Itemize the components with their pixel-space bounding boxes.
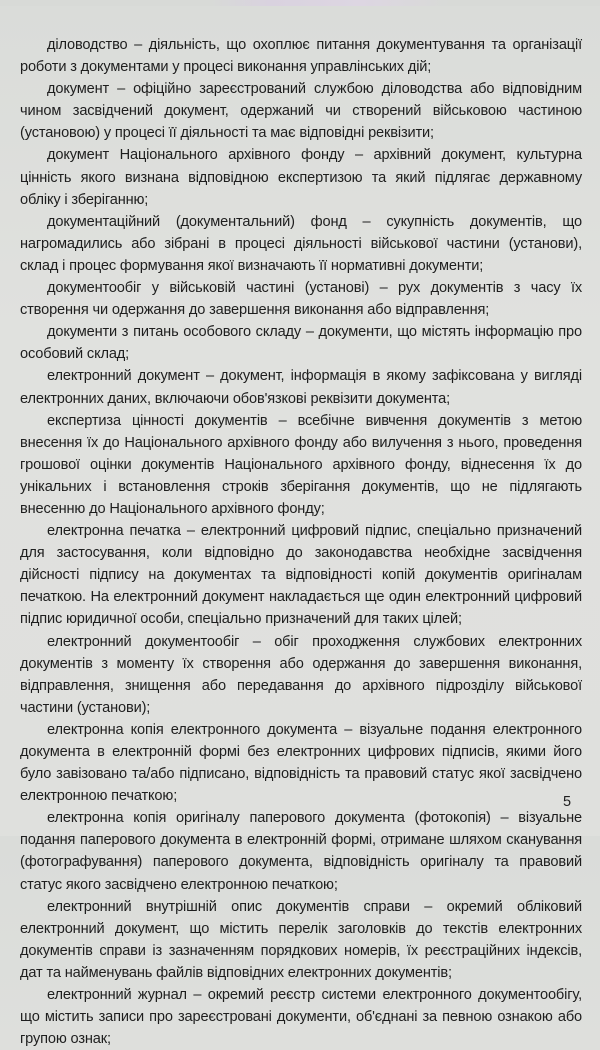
- definition-paragraph-vnutrishnii-opys: електронний внутрішній опис документів справи – окремий обліковий електронний документ, що містить перелік заголовків до текстів електронних документів справи із зазначенням порядкових номерів, їх реєстраційних індексів, дат та найменувань файлів відповідних електронних документів;: [20, 898, 582, 981]
- definition-paragraph-dokument-naf: документ Національного архівного фонду – архівний документ, культурна цінність якого визнана відповідною експертизою та який підлягає державному обліку і зберіганню;: [20, 147, 582, 208]
- page-number: 5: [563, 794, 572, 810]
- definition-paragraph-elektronna-kopiia: електронна копія електронного документа – візуальне подання електронного документа в електронній формі без електронних цифрових підписів, якими його було завізовано та/або підписано, відповідність та правовий статус якої засвідчено електронною печаткою;: [20, 721, 582, 805]
- definition-paragraph-elektronnyi-dokumentoobih: електронний документообіг – обіг проходження службових електронних документів з моменту їх створення або одержання до завершення виконання, відправлення, знищення або передавання до архівного підрозділу військової частини (установи);: [20, 633, 582, 716]
- definition-paragraph-dokument: документ – офіційно зареєстрований службою діловодства або відповідним чином засвідчений документ, одержаний чи створений військовою частиною (установою) у процесі її діяльності та має відповідні реквізити;: [20, 81, 582, 142]
- definition-paragraph-osobovyi-sklad: документи з питань особового складу – документи, що містять інформацію про особовий склад;: [20, 324, 582, 363]
- document-page-body: [20, 34, 582, 1050]
- definition-paragraph-ekspertyza: експертиза цінності документів – всебічне вивчення документів з метою внесення їх до Національного архівного фонду або вилучення з нього, проведення грошової оцінки документів Національного архівного фонду, віднесення їх до унікальних і встановлення строків зберігання документів, що не підлягають внесенню до Національного архівного фонду;: [20, 412, 582, 517]
- definition-paragraph-dokumentoobih: документообіг у військовій частині (установі) – рух документів з часу їх створення чи одержання до завершення виконання або відправлення;: [20, 280, 582, 319]
- definition-paragraph-fotokopiia: електронна копія оригіналу паперового документа (фотокопія) – візуальне подання паперового документа в електронній формі, отримане шляхом сканування (фотографування) паперового документа, відповідність оригіналу та правовий статус якого засвідчено електронною печаткою;: [20, 810, 582, 893]
- definition-paragraph-elektronna-pechatka: електронна печатка – електронний цифровий підпис, спеціально призначений для застосування, коли відповідно до законодавства необхідне засвідчення дійсності підпису на документах та відповідності копій документів оригіналам печаткою. На електронний документ накладається ще один електронний цифровий підпис юридичної особи, спеціально призначений для таких цілей;: [20, 523, 582, 628]
- definition-paragraph-elektronnyi-dokument: електронний документ – документ, інформація в якому зафіксована у вигляді електронних даних, включаючи обов'язкові реквізити документа;: [20, 368, 582, 407]
- definition-paragraph-dokumentatsiinyi-fond: документаційний (документальний) фонд – сукупність документів, що нагромадились або зібрані в процесі діяльності військової частини (установи), склад і процес формування якої визначають її нормативні документи;: [20, 213, 582, 274]
- definition-paragraph-elektronnyi-zhurnal: електронний журнал – окремий реєстр системи електронного документообігу, що містить записи про зареєстровані документи, об'єднані за певною ознакою або групою ознак;: [20, 987, 582, 1048]
- scan-top-edge: [0, 0, 600, 6]
- definition-paragraph-dilovodstvo: діловодство – діяльність, що охоплює питання документування та організації роботи з документами у процесі виконання управлінських дій;: [20, 37, 582, 76]
